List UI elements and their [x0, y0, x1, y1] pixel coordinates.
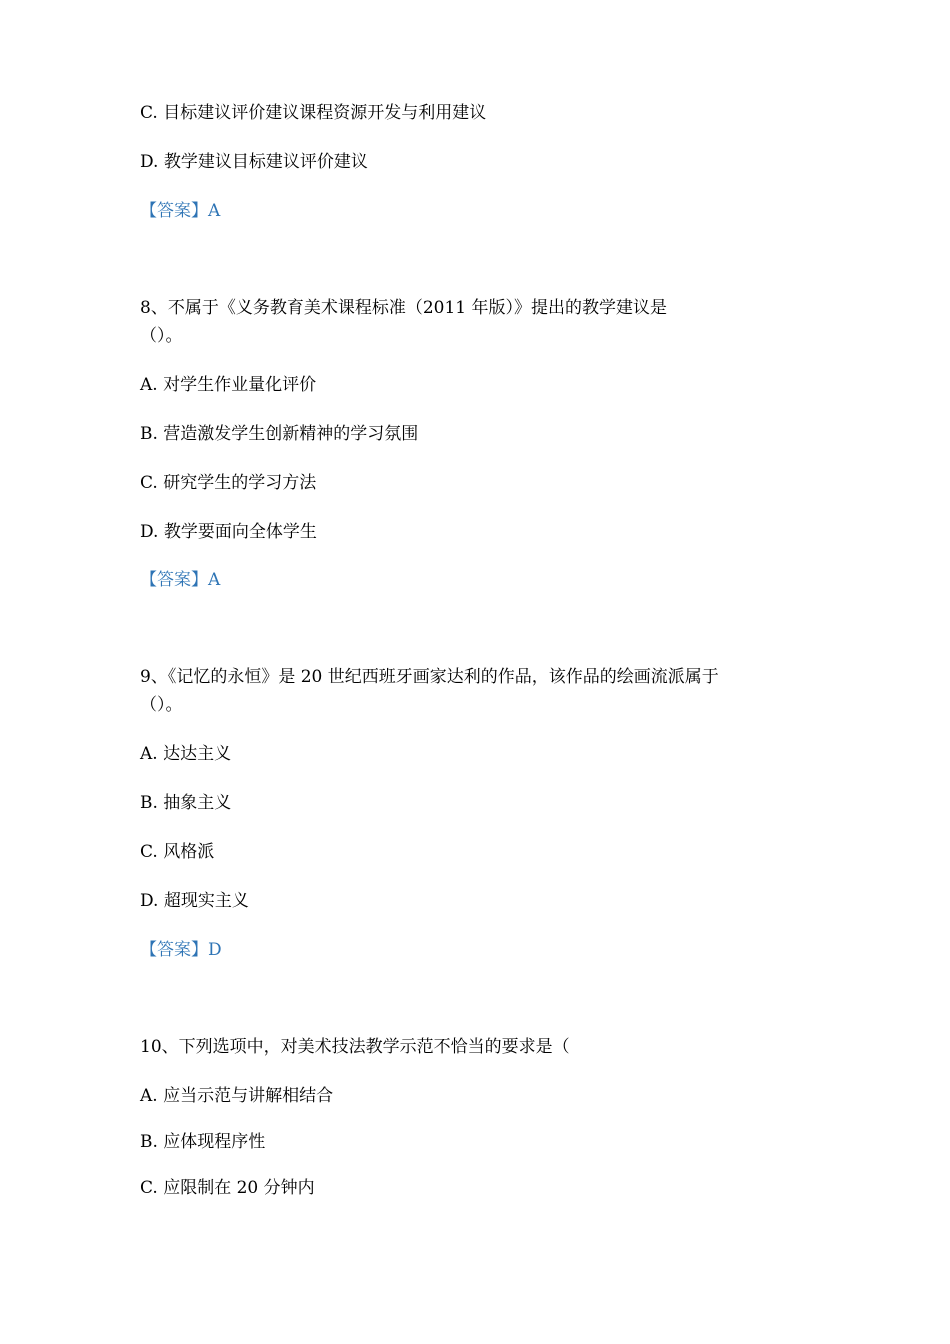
q7-option-d: D. 教学建议目标建议评价建议: [140, 152, 368, 172]
q9-option-b: B. 抽象主义: [140, 793, 232, 813]
q9-stem-line2: （）。: [140, 695, 183, 715]
q7-answer-label: 【答案】: [140, 201, 208, 221]
q7-answer: [140, 200, 220, 222]
q8-option-c: C. 研究学生的学习方法: [140, 473, 317, 493]
q9-option-a: A. 达达主义: [140, 744, 232, 764]
q8-stem-line2: （）。: [140, 326, 183, 346]
q7-option-c: C. 目标建议评价建议课程资源开发与利用建议: [140, 103, 487, 123]
q10-option-b: B. 应体现程序性: [140, 1132, 266, 1152]
q9-stem-line1: 9、《记忆的永恒》是 20 世纪西班牙画家达利的作品，该作品的绘画流派属于: [140, 667, 719, 687]
q8-option-b: B. 营造激发学生创新精神的学习氛围: [140, 424, 419, 444]
q8-answer-value: A: [208, 570, 221, 590]
q10-stem-line1: 10、下列选项中，对美术技法教学示范不恰当的要求是（: [140, 1037, 570, 1057]
q7-answer-value: A: [208, 201, 221, 221]
q10-option-a: A. 应当示范与讲解相结合: [140, 1086, 334, 1106]
q9-answer-label: 【答案】: [140, 940, 208, 960]
q8-answer: [140, 569, 220, 591]
q9-option-c: C. 风格派: [140, 842, 215, 862]
q10-option-c: C. 应限制在 20 分钟内: [140, 1178, 315, 1198]
q9-option-d: D. 超现实主义: [140, 891, 249, 911]
q9-answer-value: D: [208, 940, 222, 960]
q8-answer-label: 【答案】: [140, 570, 208, 590]
q8-option-d: D. 教学要面向全体学生: [140, 522, 317, 542]
q9-answer: [140, 939, 222, 961]
q8-option-a: A. 对学生作业量化评价: [140, 375, 317, 395]
q8-stem-line1: 8、不属于《义务教育美术课程标准（2011 年版）》提出的教学建议是: [140, 298, 667, 318]
